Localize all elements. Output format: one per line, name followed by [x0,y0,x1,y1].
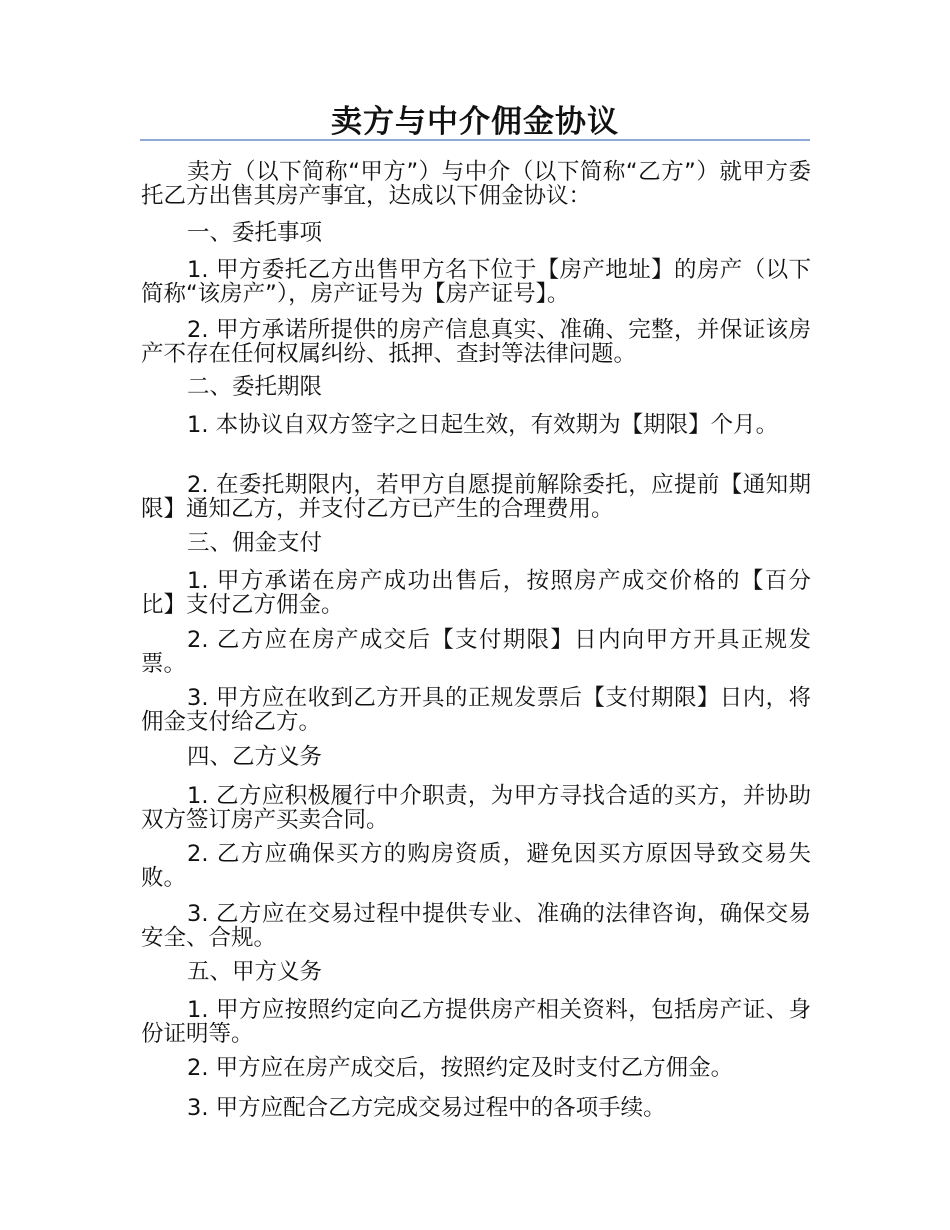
clause-3-1: 1. 甲方承诺在房产成功出售后，按照房产成交价格的【百分比】支付乙方佣金。 [141,568,811,618]
document-title: 卖方与中介佣金协议 [331,104,619,140]
section-heading-seller-duties: 五、甲方义务 [187,959,323,985]
clause-3-3: 3. 甲方应在收到乙方开具的正规发票后【支付期限】日内，将佣金支付给乙方。 [141,685,811,735]
clause-1-2: 2. 甲方承诺所提供的房产信息真实、准确、完整，并保证该房产不存在任何权属纠纷、抵押、查封等法律问题。 [141,317,811,367]
section-heading-agent-duties: 四、乙方义务 [187,744,323,770]
clause-5-3: 3. 甲方应配合乙方完成交易过程中的各项手续。 [187,1095,666,1121]
title-underline [140,139,810,141]
clause-3-2: 2. 乙方应在房产成交后【支付期限】日内向甲方开具正规发票。 [141,627,811,677]
clause-4-2: 2. 乙方应确保买方的购房资质，避免因买方原因导致交易失败。 [141,841,811,891]
clause-4-3: 3. 乙方应在交易过程中提供专业、准确的法律咨询，确保交易安全、合规。 [141,901,811,951]
clause-1-1: 1. 甲方委托乙方出售甲方名下位于【房产地址】的房产（以下简称“该房产”），房产证号为【房产证号】。 [141,257,811,307]
clause-2-1: 1. 本协议自双方签字之日起生效，有效期为【期限】个月。 [187,412,779,438]
section-heading-commission: 三、佣金支付 [187,530,323,556]
clause-2-2: 2. 在委托期限内，若甲方自愿提前解除委托，应提前【通知期限】通知乙方，并支付乙方已产生的合理费用。 [141,472,811,522]
clause-5-2: 2. 甲方应在房产成交后，按照约定及时支付乙方佣金。 [187,1055,734,1081]
section-heading-term: 二、委托期限 [187,374,323,400]
clause-4-1: 1. 乙方应积极履行中介职责，为甲方寻找合适的买方，并协助双方签订房产买卖合同。 [141,783,811,833]
section-heading-entrustment: 一、委托事项 [187,220,323,246]
clause-5-1: 1. 甲方应按照约定向乙方提供房产相关资料，包括房产证、身份证明等。 [141,997,811,1047]
intro-paragraph: 卖方（以下简称“甲方”）与中介（以下简称“乙方”）就甲方委托乙方出售其房产事宜，达成以下佣金协议： [141,159,811,209]
